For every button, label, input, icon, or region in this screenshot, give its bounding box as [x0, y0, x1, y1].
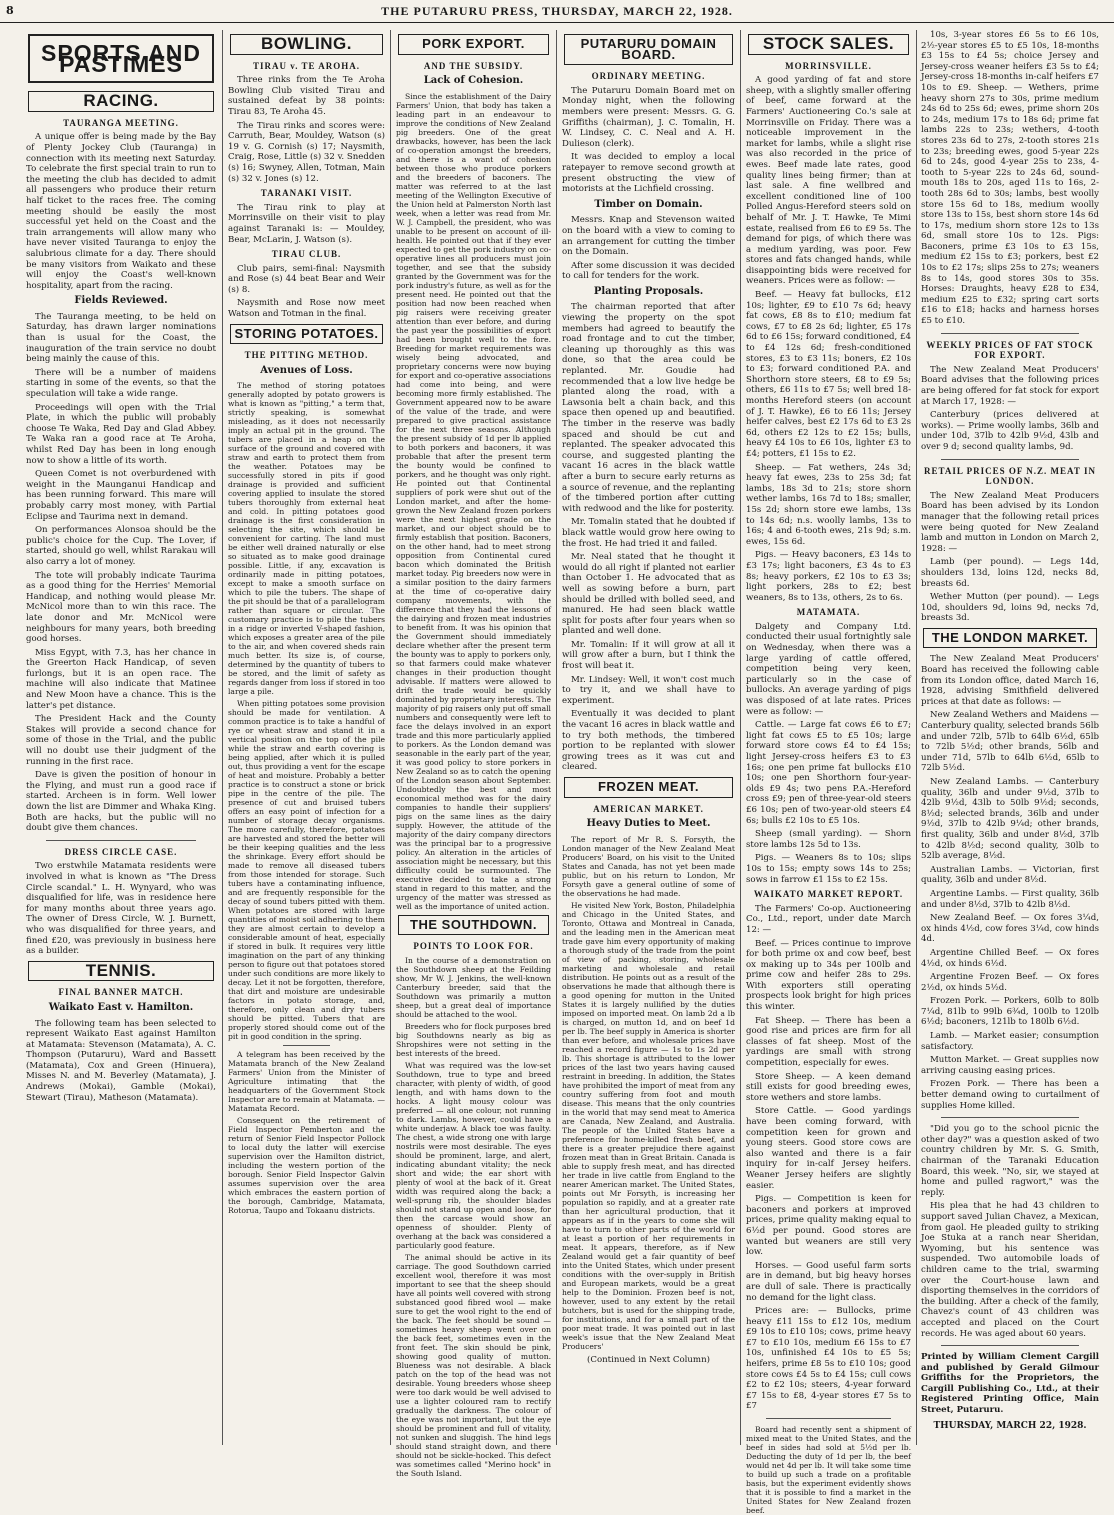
newspaper-title: THE PUTARURU PRESS, THURSDAY, MARCH 22, 1928.: [381, 4, 733, 18]
column-2: [228, 30, 385, 1445]
paragraph: Queen Comet is not overburdened with weight in the Maunganui Handicap and has been running forward. This mare will probably carry most money, with Partial Eclipse and Taurima next in demand.: [26, 469, 216, 522]
london-market-heading: THE LONDON MARKET.: [923, 628, 1097, 649]
paragraph: Store Cattle. — Good yardings have been coming forward, with competition keen for grown and young steers. Good store cows are also wanted and there is a fair inquiry for in-calf Jersey heifers. Weaner Jersey heifers are slightly easier.: [746, 1106, 911, 1191]
paragraph: Store Sheep. — A keen demand still exists for good breeding ewes, store wethers and store lambs.: [746, 1071, 911, 1103]
paragraph: Canterbury (prices delivered at works). — Prime woolly lambs, 36lb and under 10d, 37lb to 42lb 9½d, 43lb and over 9 d; second quality lambs, 9d.: [921, 410, 1099, 452]
paragraph: Breeders who for flock purposes bred big Southdowns nearly as big as Shropshires were not setting in the best interests of the breed.: [396, 1021, 551, 1058]
separator: [941, 1345, 1079, 1346]
duties-subheading: Heavy Duties to Meet.: [586, 818, 711, 830]
column-6: [921, 30, 1099, 1445]
paragraph: Lamb (per pound). — Legs 14d, shoulders 13d, loins 12d, necks 8d, breasts 6d.: [921, 557, 1099, 589]
paragraph: Lamb. — Market easier; consumption satisfactory.: [921, 1031, 1099, 1052]
paragraph: The Tauranga meeting, to be held on Saturday, has drawn larger nominations than is usual for the Coast, the inauguration of the train service no doubt being mainly the cause of this.: [26, 311, 216, 365]
paragraph: The New Zealand Meat Producers' Board has received the following cable from its London office, dated March 16, 1928, advising Smithfield delivered prices at that date as follows: —: [921, 654, 1099, 707]
paragraph: Two erstwhile Matamata residents were involved in what is known as "The Dress Circle scandal." L. H. Wynyard, who was disqualified for life, was in residence here for many months about three years ago. The owner of Dress Circle, W. J. Burnett, who was disqualified for three years, and fined £20, was previously in business here as a builder.: [26, 861, 216, 957]
page-number: 8: [6, 4, 14, 17]
paragraph: Board had recently sent a shipment of mixed meat to the United States, and the beef in sides had sold at 5½d per lb. Deducting the duty of 1d per lb, the beef would net 4d per lb. It will take some time to build up such a trade on a profitable basis, but the experiment evidently shows that it is possible to find a market in the United States for New Zealand frozen beef.: [746, 1425, 911, 1515]
paragraph: "Did you go to the school picnic the other day?" was a question asked of two country children by Mr. S. G. Smith, chairman of the Taranaki Education Board, this week. "No, sir, we stayed at home and pulled ragwort," was the reply.: [921, 1124, 1099, 1198]
tirau-club-subheading: TIRAU CLUB.: [271, 249, 342, 260]
paragraph: He visited New York, Boston, Philadelphia and Chicago in the United States, and Toronto, Ottawa and Montreal in Canada, and the leading men in the American meat trade gave him every opportunity of making a thorough study of the trade from the point of view of packing, storing, wholesale marketing and wholesale and retail distribution. He points out as a result of the observations he made that although there is a good opening for mutton in the United States it is largely nullified by the duties imposed on imported meat. On lamb 2d a lb is charged, on mutton 1d, and on beef 1d per lb. The beef supply in America is shorter than ever before, and wholesale prices have reached a record figure — 1s to 1s 2d per lb. This shortage is attributed to the lower prices of the last two years having caused restraint in breeding. In addition, the States have prohibited the import of meat from any country suffering from foot and mouth disease. This means that the only countries in the world that may send meat to America are Canada, New Zealand, and Australia. The people of the United States have a preference for home-killed fresh beef, and there is a greater prejudice there against frozen meat than in Great Britain. Canada is able to supply fresh meat, and has directed her trade in live cattle from England to the nearer American market. The United States, points out Mr Forsyth, is increasing her population so rapidly, and at a greater rate than her agricultural production, that it appears as if in the years to come she will have to turn to other parts of the world for at least a portion of her requirements in meat. It appears, therefore, as if New Zealand would get a fair quantity of beef into the United States, which under present conditions with the over-supply in British and European markets, would be a great help to the Dominion. Frozen beef is not, however, used to any extent by the retail butchers, but is used for the shipping trade, for institutions, and for a small part of the poor meat trade. It was pointed out in last week's issue that the New Zealand Meat Producers': [562, 900, 735, 1351]
waikato-report-subheading: WAIKATO MARKET REPORT.: [753, 889, 904, 900]
paragraph: The President Hack and the County Stakes will provide a second chance for some of those in the Trial, and the public will no doubt use their judgment of the running in the first race.: [26, 714, 216, 767]
column-rule: [222, 30, 223, 1445]
paragraph: There will be a number of maidens starting in some of the events, so that the speculation will take a wide range.: [26, 367, 216, 400]
racing-heading: RACING.: [28, 91, 214, 112]
paragraph: After some discussion it was decided to call for tenders for the work.: [562, 260, 735, 282]
paragraph: The following team has been selected to represent Waikato East against Hamilton at Matamata: Stevenson (Matamata), A. C. Thompson (Putaruru), Ward and Bassett (Matamata), Cox and Green (Hinuera), Misses N. and M. Beverley (Matamata), J. Andrews (Mokai), Gamble (Mokai), Stewart (Tirau), Matheson (Matamata).: [26, 1018, 216, 1103]
paragraph: Horses. — Good useful farm sorts are in demand, but big heavy horses are dull of sale. There is practically no demand for the light class.: [746, 1260, 911, 1303]
pork-export-heading: PORK EXPORT.: [398, 34, 549, 55]
paragraph: New Zealand Lambs. — Canterbury quality, 36lb and under 9½d, 37lb to 42lb 9½d, 43lb to 50lb 9½d; seconds, 8½d; selected brands, 36lb and under 9½d, 37lb to 42lb 9¼d; other brands, first quality, 36lb and under 8½d, 37lb to 42lb 8½d; second quality, 30lb to 52lb average, 8½d.: [921, 777, 1099, 862]
bowling-heading: BOWLING.: [230, 34, 383, 55]
weekly-prices-heading: WEEKLY PRICES OF FAT STOCK FOR EXPORT.: [926, 339, 1094, 361]
paragraph: The Tirau rinks and scores were: Carruth, Bear, Mouldey, Watson (s) 19 v. G. Cornish (s) 17; Naysmith, Craig, Rose, Little (s) 32 v. Snedden (s) 16; Swyney, Allen, Totman, Main (s) 32 v. Jones (s) 12.: [228, 120, 385, 184]
paragraph: Beef. — Prices continue to improve for both prime ox and cow beef, best ox making up to 34s per 100lb and prime cow and heifer 28s to 29s. With exporters still operating prospects look bright for high prices this winter.: [746, 938, 911, 1013]
storing-potatoes-heading: STORING POTATOES.: [230, 324, 383, 345]
paragraph: Argentine Frozen Beef. — Ox fores 2½d, ox hinds 5½d.: [921, 972, 1099, 993]
domain-board-heading: PUTARURU DOMAIN BOARD.: [564, 34, 733, 65]
paragraph: A good yarding of fat and store sheep, with a slightly smaller offering of beef, came forward at the Farmers' Auctioneering Co.'s sale at Morrinsville on Friday. There was a noticeable improvement in the market for lambs, while a slight rise was also recorded in the price of ewes. Beef made late rates, good quality lines being firmer; than at last sale. A fine wellbred and excellent conditioned line of 100 Polled Angus-Hereford steers sold on behalf of Mr. J. T. Hawke, Te Mimi estate, realised from £6 to £9 5s. The demand for pigs, of which there was a medium yarding, was poor. Few stores and fats changed hands, while disappointing bids were received for weaners. Prices were as follow: —: [746, 75, 911, 287]
paragraph: Sheep. — Fat wethers, 24s 3d; heavy fat ewes, 23s to 25s 3d; fat lambs, 18s 3d to 21s; store shorn wether lambs, 16s 7d to 18s; smaller, 15s 2d; shorn store ewe lambs, 13s to 14s 6d; n.s. woolly lambs, 13s to 16s; 4 and 6-tooth ewes, 21s 9d; s.m. ewes, 15s 6d.: [746, 462, 911, 547]
timber-subheading: Timber on Domain.: [594, 198, 703, 210]
paragraph: Frozen Pork. — There has been a better demand owing to curtailment of supplies Home killed.: [921, 1079, 1099, 1111]
pitting-subheading: THE PITTING METHOD.: [244, 350, 369, 361]
paragraph: Naysmith and Rose now meet Watson and Totman in the final.: [228, 298, 385, 320]
paragraph: It was decided to employ a local ratepayer to remove second growth at present obstructing the view of motorists at the Lichfield crossing.: [562, 152, 735, 195]
matamata-subheading: MATAMATA.: [796, 607, 861, 618]
separator: [283, 1045, 330, 1046]
american-market-subheading: AMERICAN MARKET.: [593, 803, 704, 814]
paragraph: Pigs. — Weaners 8s to 10s; slips 10s to 15s; empty sows 14s to 25s; sows in farrow £1 15s to £2 15s.: [746, 853, 911, 885]
footer-date: THURSDAY, MARCH 22, 1928.: [933, 1420, 1087, 1431]
paragraph: Mr. Lindsey: Well, it won't cost much to try it, and we shall have to experiment.: [562, 674, 735, 706]
paragraph: Wether Mutton (per pound). — Legs 10d, shoulders 9d, loins 9d, necks 7d, breasts 3d.: [921, 592, 1099, 624]
column-5: [746, 30, 911, 1515]
paragraph: The animal should be active in its carriage. The good Southdown carried excellent wool, therefore it was most important to see that the sheep should have all points well covered with strong substanced good fibred wool — make sure to get the wool right to the end of the back. The feet should be sound — sometimes heavy sheep went over on the back feet, sometimes even in the front feet. The skin should be pink, showing good quality of mutton. Blueness was not desirable. A black patch on the top of the head was not desirable. Young breeders whose sheep were too dark would be well advised to use a lighter coloured ram to rectify gradually the darkness. The colour of the eye was not important, but the eye should be prominent and full of vitality, not sunken and sluggish. The hind legs should stand straight down, and there should not be sickle-hocked. This defect was sometimes called "Merino hock" in the South Island.: [396, 1252, 551, 1478]
paragraph: Eventually it was decided to plant the vacant 16 acres in black wattle and to try both methods, the timbered portion to be replanted with slower growing trees as it was cut and cleared.: [562, 709, 735, 773]
separator: [46, 840, 196, 841]
fields-heading: Fields Reviewed.: [74, 295, 168, 307]
paragraph: What was required was the low-set Southdown, true to type and breed character, with plenty of width, of good length, and with hams down to the hocks. A light mousy colour was preferred — all one colour, not running to dark. Lambs, however, could have a white underjaw. A black toe was faulty. The chest, a wide strong one with large nostrils were most desirable. The eyes should be prominent, large, and alert, indicating abundant vitality; the neck short and wide; the ear short with plenty of wool at the back of it. Great width was required along the back; a well-sprung rib, the shoulder blades should not stand up open and loose, for then the carcase would show an openness of shoulder. Plenty of overhang at the back was considered a particularly good feature.: [396, 1060, 551, 1250]
cohesion-subheading: Lack of Cohesion.: [423, 75, 524, 87]
paragraph: Mr. Neal stated that he thought it would do all right if planted not earlier than October 1. He advocated that as well as sowing before a burn, part should be drilled with bolled seed, and manured. He had seen black wattle split for posts after four years when so planted and well done.: [562, 552, 735, 637]
column-4: [562, 30, 735, 1445]
continued-note: (Continued in Next Column): [587, 1354, 710, 1365]
paragraph: Australian Lambs. — Victorian, first quality, 36lb and under 8½d.: [921, 864, 1099, 886]
paragraph: Three rinks from the Te Aroha Bowling Club visited Tirau and sustained defeat by 38 points: Tirau 83, Te Aroha 45.: [228, 75, 385, 117]
tennis-heading: TENNIS.: [28, 961, 214, 982]
paragraph: The method of storing potatoes generally adopted by potato growers is what is known as "pitting," a term that, strictly speaking, is somewhat misleading, as it does not necessarily imply an actual pit in the ground. The tubers are placed in a heap on the surface of the ground and covered with straw and earth to protect them from the weather. Potatoes may be successfully stored in pits if good drainage is provided and sufficient covering applied to insulate the stored tubers thoroughly from external heat and cold. In pitting potatoes good drainage is the first consideration in selecting the site, which should be convenient for carting. The land must be either well drained naturally or else so situated as to make good drainage possible. Little, if any, excavation is ordinarily made in pitting potatoes, except to make a smooth surface on which to pile the tubers. The shape of the pit should be that of a parallelogram rather than square or circular. The customary practice is to pile the tubers in a ridge or inverted V-shaped fashion, which exposes a greater area of the pile to the air, and when covered sheds rain much better. Its size is, of course, determined by the quantity of tubers to be stored, and the limit of safety as regards danger from loss if stored in too large a pile.: [228, 381, 385, 697]
paragraph: Fat Sheep. — There has been a good rise and prices are firm for all classes of fat sheep. Most of the yardings are small with strong competition, especially for ewes.: [746, 1015, 911, 1069]
paragraph: On performances Alonsoa should be the public's choice for the Cup. The Lover, if started, should go well, whilst Rarakau will also carry a lot of money.: [26, 525, 216, 567]
paragraph: The report of Mr R. S. Forsyth, the London manager of the New Zealand Meat Producers' Board, on his visit to the United States and Canada, has not yet been made public, but on his return to London, Mr Forsyth gave a general outline of some of the observations he had made.: [562, 834, 735, 898]
paragraph: Pigs. — Heavy baconers, £3 14s to £3 17s; light baconers, £3 4s to £3 8s; heavy porkers, £2 10s to £3 3s; light porkers, 28s to £2; best weaners, 8s to 13s, others, 2s to 6s.: [746, 550, 911, 603]
paragraph: When pitting potatoes some provision should be made for ventilation. A common practice is to take a handful of rye or wheat straw and stand it in a vertical position on the top of the pile while the straw and earth covering is being applied, after which it is pulled out, thus providing a vent for the escape of heat and moisture. Probably a better practice is to construct a stone or brick pipe in the centre of the pile. The presence of cut and bruised tubers offers an easy point of infection for a number of storage decay organisms. The more carefully, therefore, potatoes are harvested and stored the better will be their keeping qualities and the less the shrinkage. Every effort should be made to remove all diseased tubers from those intended for storage. Such tubers have a contaminating influence, and are frequently responsible for the decay of sound tubers pitted with them. When potatoes are stored with large quantities of moist soil adhering to them they are almost certain to develop a considerable amount of heat, especially if stored in bulk. It requires very little imagination on the part of any thinking person to figure out that potatoes stored under such conditions are more likely to decay. Let it not be forgotten, therefore, that dirt and moisture are undesirable factors in potato storage, and, therefore, only clean and dry tubers should be pitted. Tubers that are properly stored should come out of the pit in good condition in the spring.: [228, 699, 385, 1042]
frozen-meat-heading: FROZEN MEAT.: [564, 777, 733, 798]
column-1: [26, 30, 216, 1445]
paragraph: New Zealand Beef. — Ox fores 3¼d, ox hinds 4½d, cow fores 3¼d, cow hinds 4d.: [921, 913, 1099, 945]
stock-sales-heading: STOCK SALES.: [748, 34, 909, 55]
retail-prices-heading: RETAIL PRICES OF N.Z. MEAT IN LONDON.: [924, 465, 1096, 487]
section-banner: SPORTS AND PASTIMES: [28, 34, 214, 83]
paragraph: The New Zealand Meat Producers' Board advises that the following prices are being offered for fat stock for export at March 17, 1928: —: [921, 364, 1099, 407]
paragraph: Dalgety and Company Ltd. conducted their usual fortnightly sale on Wednesday, when there was a large yarding of cattle offered, competition being very keen, particularly so in the case of bullocks. An average yarding of pigs was disposed of at late rates. Prices were as follow: —: [746, 621, 911, 717]
paragraph: Dave is given the position of honour in the Flying, and must run a good race if started. Archeen is in form. Well lower down the list are Dimmer and Whaka King. Both are hacks, but the public will no doubt give them chances.: [26, 770, 216, 834]
paragraph: Miss Egypt, with 7.3, has her chance in the Greerton Hack Handicap, of seven furlongs, but it is an open race. The machine will also indicate that Matinee and New Moon have a chance. This is the latter's pet distance.: [26, 647, 216, 711]
column-rule: [740, 30, 741, 1445]
paragraph: Consequent on the retirement of Field Inspector Pemberton and the return of Senior Field Inspector Pollock to local duty the latter will exercise supervision over the Hamilton district, including the western portion of the borough. Senior Field Inspector Galvin assumes supervision over the area which embraces the eastern portion of the borough, Cambridge, Matamata, Rotorua, Taupo and Tokaanu districts.: [228, 1116, 385, 1216]
paragraph: A telegram has been received by the Matamata branch of the New Zealand Farmers' Union from the Minister of Agriculture intimating that the headquarters of the Government Stock Inspector are to remain at Matamata. — Matamata Record.: [228, 1050, 385, 1114]
paragraph: The Farmers' Co-op. Auctioneering Co., Ltd., report, under date March 12: —: [746, 903, 911, 935]
imprint: Printed by William Clement Cargill and published by Gerald Gilmour Griffiths for the Proprietors, the Cargill Publishing Co., Ltd., at their Registered Printing Office, Main Street, Putaruru.: [921, 1352, 1099, 1416]
paragraph: 10s, 3-year stores £6 5s to £6 10s, 2½-year stores £5 to £5 10s, 18-months £3 15s to £4 5s; choice Jersey and Jersey-cross weaner heifers £3 5s to £4; Jersey-cross 18-months in-calf heifers £7 10s to £9. Sheep. — Wethers, prime heavy shorn 27s to 30s, prime medium 24s 6d to 25s 6d; ewes, prime shorn 20s to 24s, medium 17s to 18s 6d; prime fat lambs 22s to 23s; wethers, 4-tooth stores 23s 6d to 27s, 2-tooth stores 21s to 23s; breeding ewes, good 5-year 22s 6d to 24s, good 4-year 25s to 23s, 4-tooth to 5-year 22s to 24s 6d, sound-mouth 18s to 20s, aged 11s to 16s, 2-tooth 28s 6d to 30s; lambs, best woolly store 15s 6d to 18s, medium woolly store 13s to 15s, best shorn store 14s 6d to 17s, medium shorn store 12s to 13s 6d, small store 10s to 12s. Pigs: Baconers, prime £3 10s to £3 15s, medium £2 15s to £3; porkers, best £2 10s to £2 17s; slips 25s to 27s; weaners 8s to 14s, good stores 30s to 35s. Horses: Draughts, heavy £28 to £34, medium £25 to £32; spring cart sorts £16 to £18; hacks and harness horses £5 to £10.: [921, 30, 1099, 327]
ordinary-meeting-subheading: ORDINARY MEETING.: [591, 71, 706, 82]
paragraph: Mr. Tomalin stated that he doubted if black wattle would grow here owing to the frost. He had tried it and failed.: [562, 517, 735, 549]
paragraph: The Putaruru Domain Board met on Monday night, when the following members were present: Messrs. G. G. Griffiths (chairman), J. C. Tomalin, H. W. Lindsey, C. C. Neal and A. H. Dulieson (clerk).: [562, 85, 735, 149]
paragraph: Pigs. — Competition is keen for baconers and porkers at improved prices, prime quality making equal to 6½d per pound. Good stores are wanted but weaners are still very low.: [746, 1194, 911, 1258]
paragraph: The Tirau rink to play at Morrinsville on their visit to play against Taranaki is: — Mouldey, Bear, McLarin, J. Watson (s).: [228, 202, 385, 245]
taranaki-subheading: TARANAKI VISIT.: [260, 188, 353, 199]
paragraph: Proceedings will open with the Trial Plate, in which the public will probably choose Te Waka, Red Day and Glad Abbey. Te Waka ran a good race at Te Aroha, whilst Red Day has been in long enough now to show a little of its worth.: [26, 402, 216, 466]
separator: [941, 1117, 1079, 1118]
paragraph: Since the establishment of the Dairy Farmers' Union, that body has taken a leading part in an endeavour to improve the conditions of New Zealand pig breeders. One of the great drawbacks, however, has been the lack of co-operation amongst the breeders, and there is a want of cohesion between those who produce porkers and the breeders of baconers. The matter was referred to at the last meeting of the Wellington Executive of the Union held at Palmerston North last week, when a letter was read from Mr. W. J. Campbell, the president, who was unable to be present on account of ill-health. He pointed out that if they ever expected to get the pork industry on co-operative lines all producers must join together, and see that the subsidy granted by the Government was for the pork industry's future, as well as for the present need. He pointed out that the position had now been reached when pig raisers were receiving greater attention than ever before, and during the past year the possibilities of export had been brought well to the fore. Breeding for market requirements was wisely being advocated, and proprietary concerns were now buying for export and co-operative associations had come into being, and were becoming more firmly established. The Government appeared now to be aware of the value of the trade, and were prepared to give practical assistance for the next three seasons. Although the present subsidy of 1d per lb applied to both porkers and baconers, it was probable that after the present term the bounty would be confined to porkers, and he thought was only right. He pointed out that Continental suppliers of pork were shut out of the London market, and after the home-grown the New Zealand frozen porkers were the next highest grade on the market, and our object should be to firmly establish that position. Baconers, on the other hand, had to meet strong opposition from Continental cured bacon which dominated the British market today. Pig breeders now were in a similar position to the dairy farmers at the time of co-operative dairy company movements, with the difference that they had the lessons of the dairying and frozen meat industries to benefit from. It was his opinion that the Government should immediately declare whether after the present term the bounty was to apply to porkers only, so that farmers could make whatever changes in their production thought advisable. If matters were allowed to drift the trade would be quickly dominated by proprietary interests. The majority of pig raisers only put off small numbers and consequently were left to face the delays involved in an export trade and this more particularly applied to porkers. As the London demand was seasonable in the early part of the year, it was good policy to store porkers in New Zealand so as to catch the opening of the London season about September. Undoubtedly the best and most economical method was for the dairy companies to handle their suppliers' pigs on the same lines as the dairy supply. However, the attitude of the majority of the dairy company directors was the principal bar to a progressive policy. An alteration in the articles of association might be necessary, but this difficulty could be surmounted. The executive decided to take a strong stand in regard to this matter, and the urgency of the matter was stressed as well as the importance of united action.: [396, 91, 551, 911]
bowling-subheading: TIRAU v. TE AROHA.: [252, 60, 361, 71]
tennis-match: Waikato East v. Hamilton.: [48, 1001, 194, 1013]
paragraph: His plea that he had 43 children to support saved Julian Chavez, a Mexican, from gaol. He pleaded guilty to striking Joe Stuka at a ranch near Sheridan, Wyoming, but his sentence was suspended. Two automobile loads of children came to the trial, swarming over the Court-house lawn and disporting themselves in the corridors of the building. After a check of the family, Chavez's count of 43 children was accepted and placed on the Court records. He was aged about 60 years.: [921, 1201, 1100, 1339]
paragraph: Club pairs, semi-final: Naysmith and Rose (s) 44 beat Bear and Weir (s) 8.: [228, 263, 385, 295]
pork-subheading: AND THE SUBSIDY.: [423, 60, 524, 71]
column-3: [396, 30, 551, 1478]
southdown-heading: THE SOUTHDOWN.: [398, 915, 549, 936]
tennis-subheading: FINAL BANNER MATCH.: [58, 987, 184, 998]
racing-subheading: TAURANGA MEETING.: [63, 117, 179, 128]
paragraph: In the course of a demonstration on the Southdown sheep at the Feilding show, Mr W. J. Jenkins, the well-known Canterbury breeder, said that the Southdown was primarily a mutton sheep, but a great deal of importance should be attached to the wool.: [396, 955, 551, 1019]
separator: [941, 459, 1079, 460]
paragraph: Cattle. — Large fat cows £6 to £7; light fat cows £5 to £5 10s; large forward store cows £4 to £4 15s; light Jersey-cross heifers £3 to £3 16s; one pen prime fat bullocks £10 10s; one pen Shorthorn four-year-olds £9 4s; two pens P.A.-Hereford cross £9; pen of three-year-old steers £6 10s; pen of two-year-old steers £4 6s; bulls £2 10s to £5 10s.: [746, 720, 911, 826]
paragraph: Frozen Pork. — Porkers, 60lb to 80lb 7¼d, 81lb to 99lb 6¾d, 100lb to 120lb 6½d; baconers, 121lb to 180lb 6½d.: [921, 996, 1099, 1028]
paragraph: Beef. — Heavy fat bullocks, £12 10s; lighter, £9 to £10 7s 6d; heavy fat cows, £8 8s to £10; medium fat cows, £7 to £8 2s 6d; lighter, £5 17s 6d to £6 15s; forward conditioned, £4 to £4 12s 6d; fresh-conditioned stores, £3 to £3 11s; boners, £2 10s to £3; forward conditioned P.A. and Shorthorn store steers, £8 to £9 5s; others, £6 11s to £7 5s; well bred 18-months Hereford steers (on account of J. T. Hawke), £6 to £6 11s; Jersey heifer calves, best £2 17s 6d to £3 2s 6d, others £2 12s to £2 15s; bulls, heavy £4 10s to £6 10s, lighter £3 to £4; potters, £1 15s to £2.: [746, 290, 911, 459]
southdown-subheading: POINTS TO LOOK FOR.: [413, 941, 534, 952]
morrinsville-subheading: MORRINSVILLE.: [785, 60, 872, 71]
paragraph: Prices are: — Bullocks, prime heavy £11 15s to £12 10s, medium £9 10s to £10 10s; cows, prime heavy £7 to £10 10s, medium £6 15s to £7 10s, unfinished £4 10s to £5 5s; heifers, prime £8 5s to £10 10s; good store cows £4 5s to £4 15s; cull cows £2 to £2 10s; steers, 4-year forward £7 15s to £8, 4-year stores £7 5s to £7: [746, 1306, 911, 1412]
column-rule: [556, 30, 557, 1445]
masthead: [0, 0, 1114, 23]
paragraph: The chairman reported that after viewing the property on the spot members had agreed to beautify the road frontage and to cut the timber, cleaning up thoroughly as this was done, so that the area could be replanted. Mr. Goudie had recommended that a low live hedge be planted along the road, with a Lawsonia belt a chain back, and this space then opened up and beautified. The timber in the reserve was badly spaced and should be cut and replanted. The speaker advocated this course, and suggested planting the vacant 16 acres in the black wattle after a burn to secure early returns as a source of revenue, and the replanting of the timbered portion after cutting with redwood and the like for posterity.: [562, 302, 735, 514]
avenues-subheading: Avenues of Loss.: [260, 364, 353, 376]
paragraph: Argentine Lambs. — First quality, 36lb and under 8½d, 37lb to 42lb 8½d.: [921, 888, 1099, 910]
separator: [766, 1418, 891, 1419]
paragraph: Messrs. Knap and Stevenson waited on the board with a view to coming to an arrangement for cutting the timber on the Domain.: [562, 215, 735, 258]
column-rule: [390, 30, 391, 1445]
dress-circle-heading: DRESS CIRCLE CASE.: [64, 846, 178, 857]
paragraph: The tote will probably indicate Taurima as a good thing for the Herries' Memorial Handicap, and nothing would please Mr. McNicol more than to win this race. The late donor and Mr. McNicol were neighbours for many years, both breeding good horses.: [26, 570, 216, 645]
paragraph: A unique offer is being made by the Bay of Plenty Jockey Club (Tauranga) in connection with its meeting next Saturday. To celebrate the first special train to run to the meeting the club has decided to admit all passengers who produce their return half ticket to the races free. The coming meeting should be easily the most successful yet held on the Coast and the train arrangements will allow many who have never visited Tauranga to enjoy the salubrious climate for a day. There should be many visitors from Waikato and these will enjoy the Coast's well-known hospitality, apart from the racing.: [26, 132, 216, 291]
paragraph: Mutton Market. — Great supplies now arriving causing easing prices.: [921, 1055, 1099, 1076]
paragraph: New Zealand Wethers and Maidens — Canterbury quality, selected brands 56lb and under 72lb, 57lb to 64lb 6½d, 65lb to 72lb 5½d; other brands, 56lb and under 71d, 57lb to 64lb 6½d, 65lb to 72lb 5½d.: [921, 710, 1099, 774]
paragraph: Mr. Tomalin: If it will grow at all it will grow after a burn, but I think the frost will beat it.: [562, 639, 735, 672]
paragraph: The New Zealand Meat Producers Board has been advised by its London manager that the following retail prices were being quoted for New Zealand lamb and mutton in London on March 2, 1928: —: [921, 490, 1099, 554]
separator: [941, 333, 1079, 334]
planting-subheading: Planting Proposals.: [593, 285, 704, 297]
column-rule: [916, 30, 917, 1445]
paragraph: Argentine Chilled Beef. — Ox fores 4½d, ox hinds 6½d.: [921, 947, 1099, 969]
paragraph: Sheep (small yarding). — Shorn store lambs 12s 5d to 13s.: [746, 829, 911, 850]
